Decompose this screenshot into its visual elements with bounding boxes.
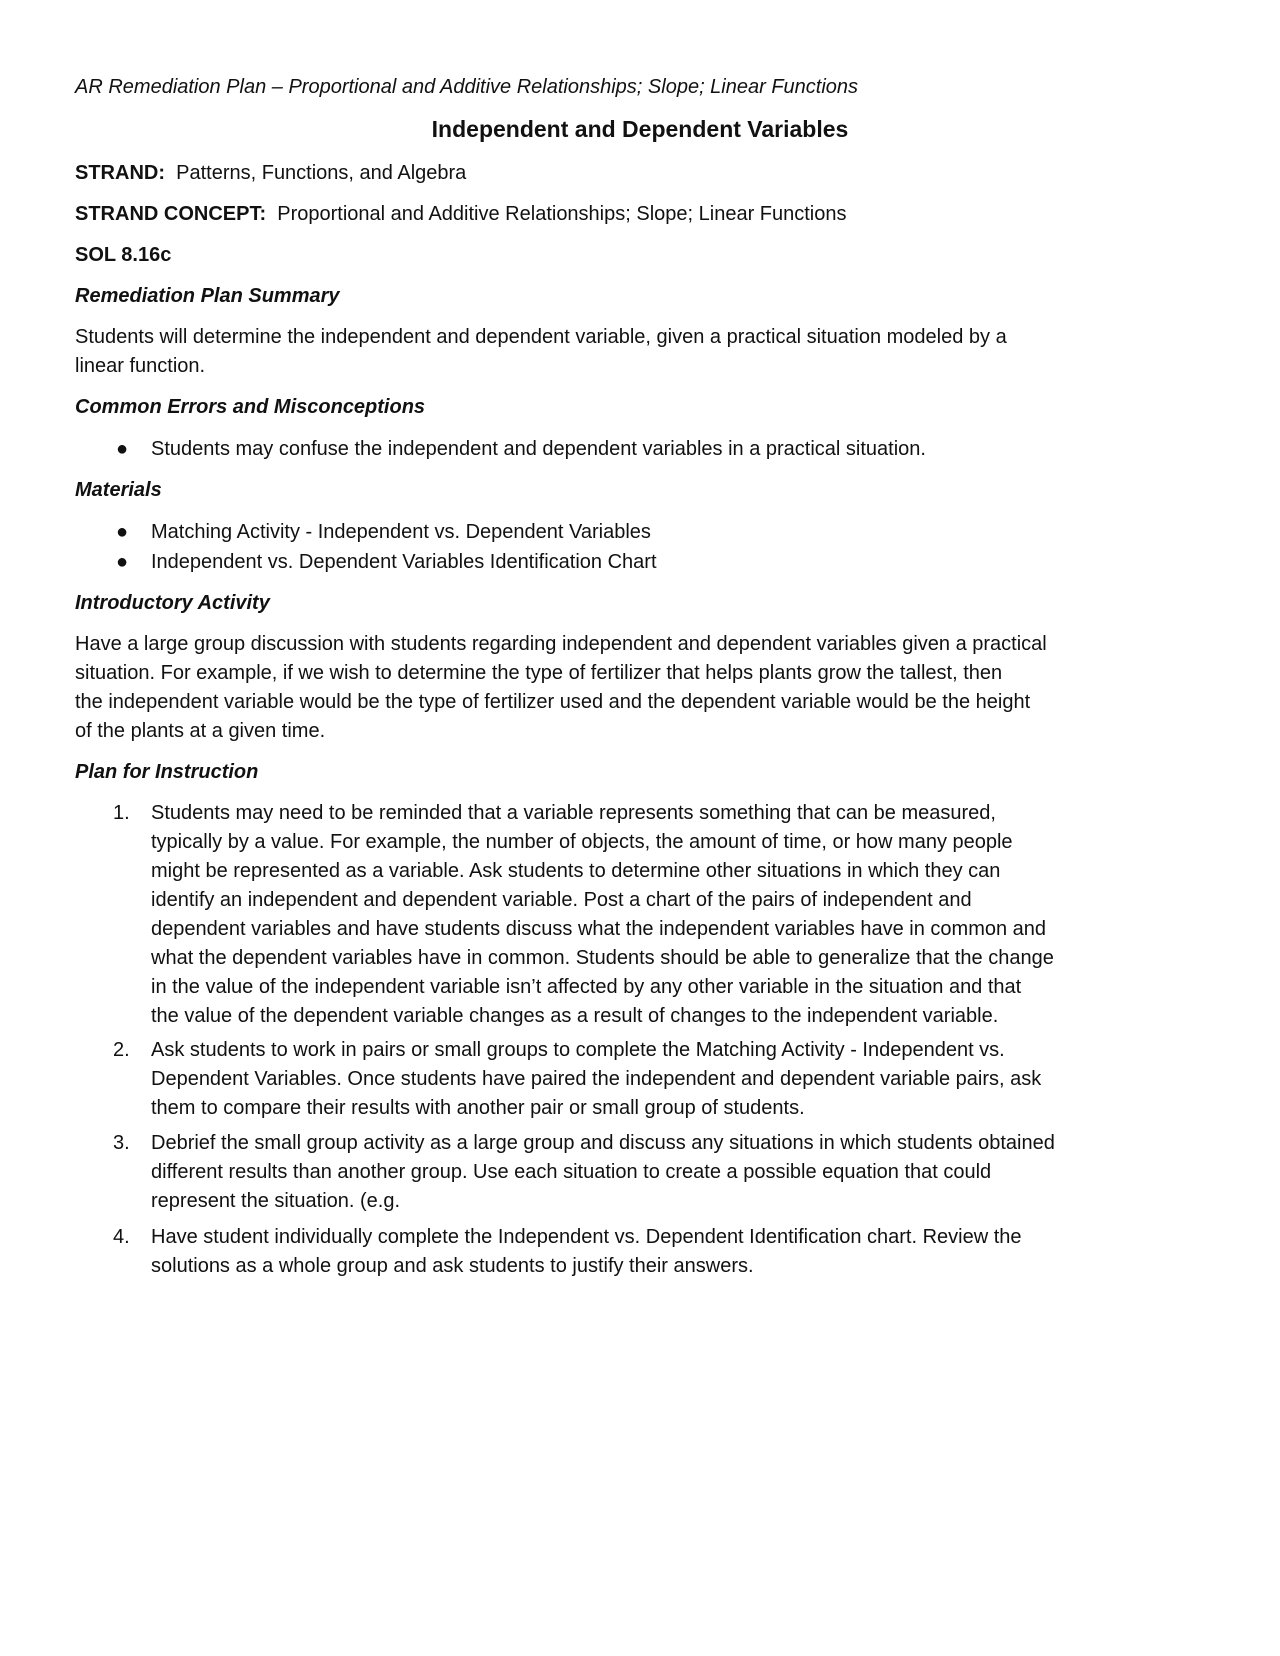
intro-text (75, 630, 1047, 746)
summary-heading: Remediation Plan Summary (75, 285, 340, 307)
list-number: 1. (113, 802, 130, 824)
list-item (151, 1129, 1055, 1216)
list-number: 4. (113, 1226, 130, 1248)
text-line: represent the situation. (e.g. (151, 1190, 401, 1212)
text-line: the value of the dependent variable changes as a result of changes to the independent variable. (151, 1005, 999, 1027)
text-line: Have a large group discussion with students regarding independent and dependent variables given a practical (75, 633, 1047, 655)
list-item (151, 1036, 1041, 1123)
text-line: Have student individually complete the Independent vs. Dependent Identification chart. Review the (151, 1226, 1022, 1248)
concept-label: STRAND CONCEPT: (75, 203, 267, 225)
text-line: typically by a value. For example, the number of objects, the amount of time, or how many people (151, 831, 1013, 853)
bullet-icon: ● (116, 438, 129, 460)
text-line: different results than another group. Use each situation to create a possible equation that could (151, 1161, 992, 1183)
text-line: what the dependent variables have in common. Students should be able to generalize that the change (151, 947, 1054, 969)
text-line: might be represented as a variable. Ask students to determine other situations in which they can (151, 860, 1001, 882)
text-line: Ask students to work in pairs or small groups to complete the Matching Activity - Independent vs. (151, 1039, 1005, 1061)
sol-code: SOL 8.16c (75, 244, 172, 266)
plan-heading: Plan for Instruction (75, 761, 259, 783)
strand-line (75, 159, 466, 188)
page-title: Independent and Dependent Variables (431, 116, 849, 142)
document-header: AR Remediation Plan – Proportional and Additive Relationships; Slope; Linear Functions (75, 76, 859, 98)
text-line: Students will determine the independent and dependent variable, given a practical situation modeled by a (75, 326, 1007, 348)
text-line: situation. For example, if we wish to determine the type of fertilizer that helps plants grow the tallest, then (75, 662, 1003, 684)
bullet-icon: ● (116, 551, 129, 573)
text-line: Debrief the small group activity as a large group and discuss any situations in which students obtained (151, 1132, 1055, 1154)
concept-value: Proportional and Additive Relationships; Slope; Linear Functions (277, 203, 847, 225)
errors-heading: Common Errors and Misconceptions (75, 396, 426, 418)
text-line: identify an independent and dependent variable. Post a chart of the pairs of independent and (151, 889, 972, 911)
text-line: in the value of the independent variable isn’t affected by any other variable in the situation and that (151, 976, 1022, 998)
bullet-icon: ● (116, 521, 129, 543)
list-item-text: Matching Activity - Independent vs. Dependent Variables (151, 521, 651, 543)
list-item (151, 1223, 1022, 1281)
materials-heading: Materials (75, 479, 162, 501)
text-line: Dependent Variables. Once students have paired the independent and dependent variable pairs, ask (151, 1068, 1042, 1090)
list-item-text: Students may confuse the independent and dependent variables in a practical situation. (151, 438, 926, 460)
concept-line (75, 200, 847, 229)
summary-text (75, 323, 1007, 381)
text-line: linear function. (75, 355, 206, 377)
list-number: 3. (113, 1132, 130, 1154)
strand-label: STRAND: (75, 162, 165, 184)
list-item-text: Independent vs. Dependent Variables Identification Chart (151, 551, 657, 573)
strand-value: Patterns, Functions, and Algebra (176, 162, 467, 184)
list-number: 2. (113, 1039, 130, 1061)
text-line: Students may need to be reminded that a variable represents something that can be measured, (151, 802, 996, 824)
text-line: them to compare their results with another pair or small group of students. (151, 1097, 805, 1119)
text-line: solutions as a whole group and ask students to justify their answers. (151, 1255, 754, 1277)
intro-heading: Introductory Activity (75, 592, 270, 614)
list-item (151, 799, 1054, 1031)
text-line: of the plants at a given time. (75, 720, 326, 742)
text-line: dependent variables and have students discuss what the independent variables have in common and (151, 918, 1047, 940)
text-line: the independent variable would be the type of fertilizer used and the dependent variable would be the height (75, 691, 1031, 713)
